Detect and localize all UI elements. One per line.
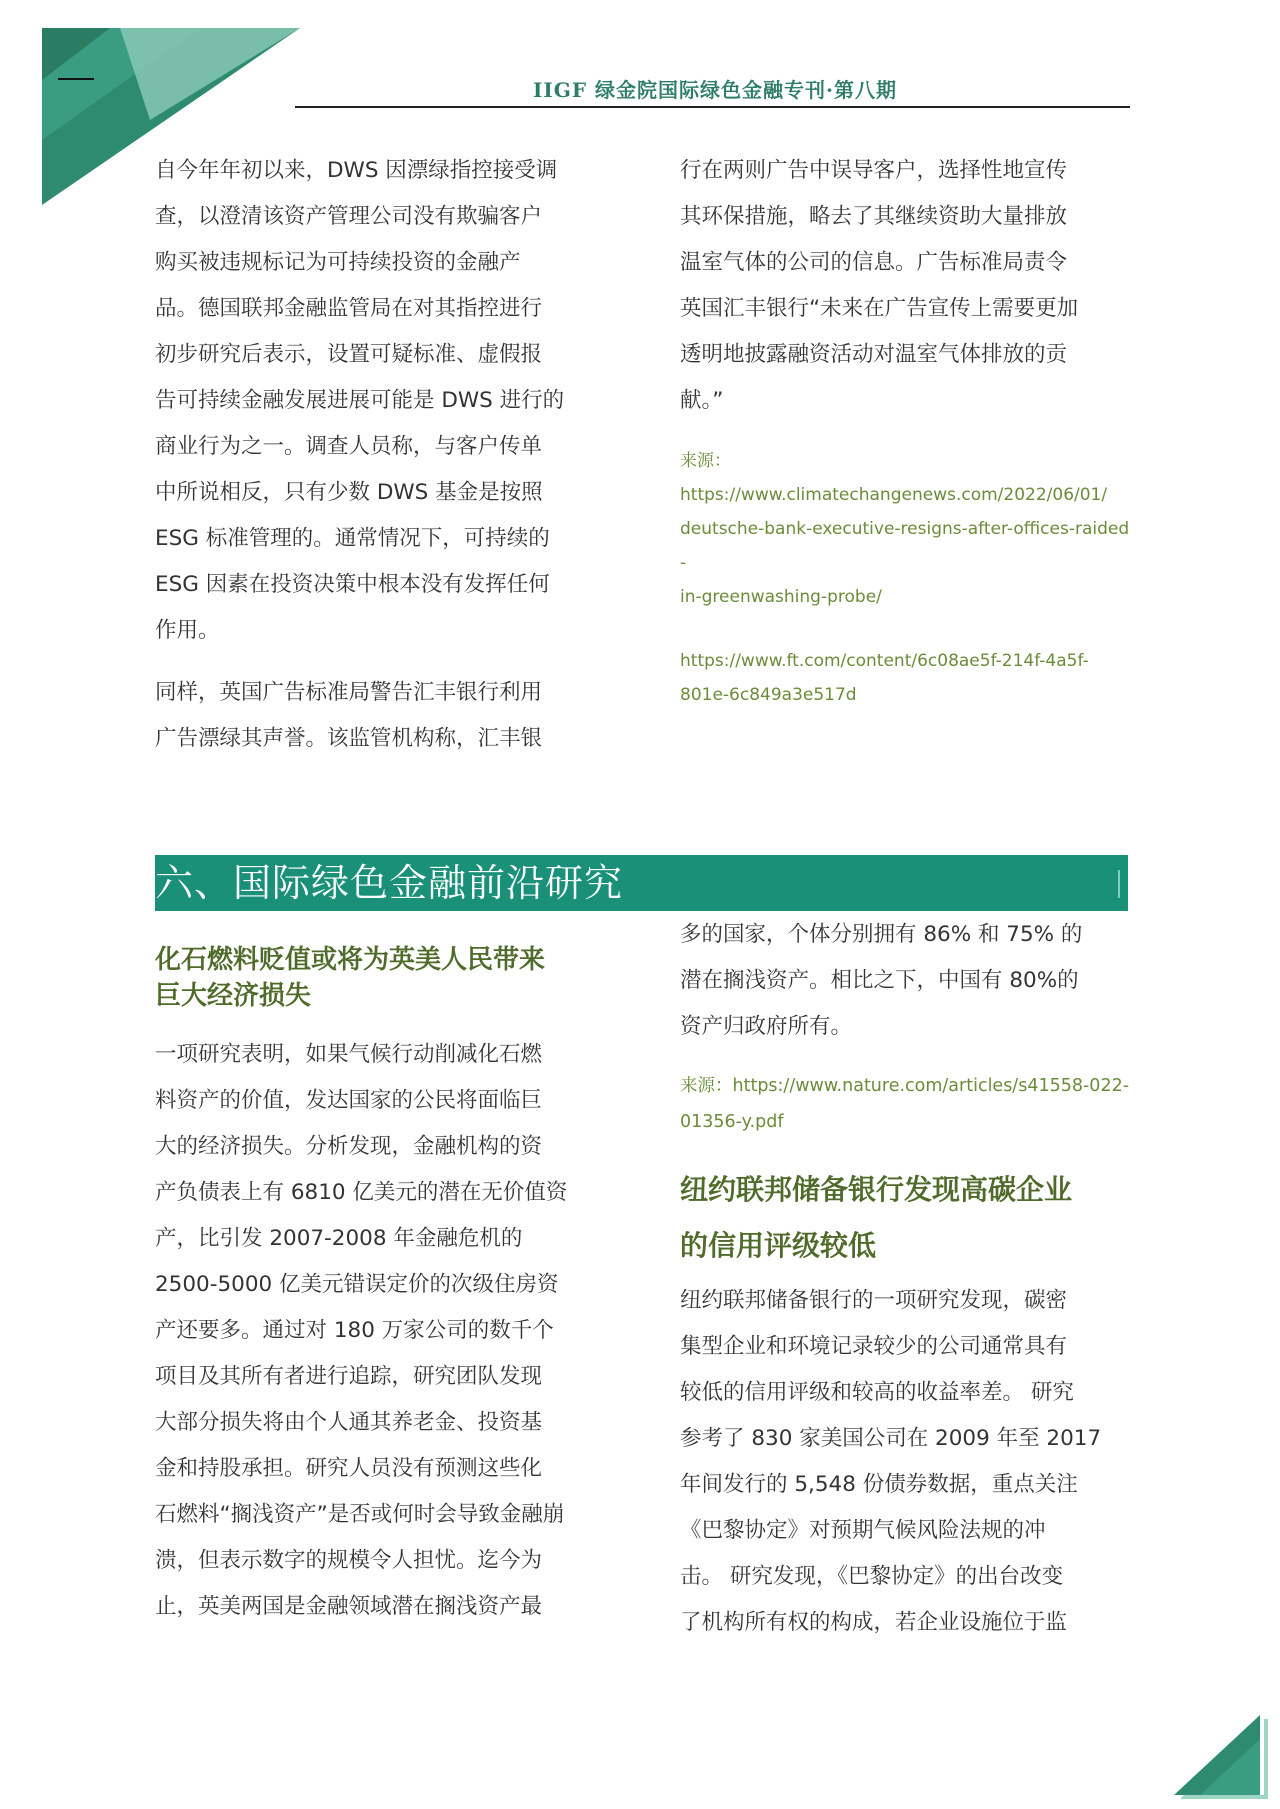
text-line: 广告漂绿其声誉。该监管机构称，汇丰银 — [155, 726, 543, 751]
text-line: 纽约联邦储备银行的一项研究发现，碳密 — [680, 1288, 1068, 1313]
text-line: ESG 标准管理的。通常情况下，可持续的 — [155, 526, 550, 551]
link-line[interactable]: 01356-y.pdf — [680, 1112, 784, 1132]
text-line: 查，以澄清该资产管理公司没有欺骗客户 — [155, 204, 543, 229]
text-line: 温室气体的公司的信息。广告标准局责令 — [680, 250, 1068, 275]
left-column-top — [155, 148, 605, 762]
text-line: 作用。 — [155, 618, 220, 643]
article1-body-cont — [680, 912, 1135, 1050]
text-line: 资产归政府所有。 — [680, 1014, 853, 1039]
text-line: 《巴黎协定》对预期气候风险法规的冲 — [680, 1518, 1046, 1543]
article2-title — [680, 1162, 1135, 1274]
text-line: 告可持续金融发展进展可能是 DWS 进行的 — [155, 388, 565, 413]
title-line: 的信用评级较低 — [680, 1229, 877, 1262]
header-title: IIGF 绿金院国际绿色金融专刊·第八期 — [533, 78, 897, 102]
text-line: 产，比引发 2007-2008 年金融危机的 — [155, 1226, 523, 1251]
text-line: 行在两则广告中误导客户，选择性地宣传 — [680, 158, 1068, 183]
link-line[interactable]: 来源：https://www.nature.com/articles/s41558-022- — [680, 1076, 1130, 1096]
source-label: 来源： — [680, 451, 731, 471]
text-line: 金和持股承担。研究人员没有预测这些化 — [155, 1456, 543, 1481]
text-line: 集型企业和环境记录较少的公司通常具有 — [680, 1334, 1068, 1359]
text-line: 多的国家，个体分别拥有 86% 和 75% 的 — [680, 922, 1083, 947]
text-line: 潜在搁浅资产。相比之下，中国有 80%的 — [680, 968, 1079, 993]
text-line: 商业行为之一。调查人员称，与客户传单 — [155, 434, 543, 459]
right-column-top — [680, 148, 1130, 712]
title-line: 化石燃料贬值或将为英美人民带来 — [155, 945, 546, 975]
header-dash — [58, 78, 94, 80]
text-line: 同样，英国广告标准局警告汇丰银行利用 — [155, 680, 543, 705]
paragraph-hsbc — [155, 670, 605, 762]
header-rule — [295, 106, 1130, 108]
article1-left — [155, 942, 605, 1630]
corner-decoration-bottom-right — [1160, 1689, 1280, 1809]
text-line: 石燃料“搁浅资产”是否或何时会导致金融崩 — [155, 1502, 565, 1527]
text-line: 品。德国联邦金融监管局在对其指控进行 — [155, 296, 543, 321]
text-line: 大的经济损失。分析发现，金融机构的资 — [155, 1134, 543, 1159]
text-line: 2500-5000 亿美元错误定价的次级住房资 — [155, 1272, 559, 1297]
text-line: 参考了 830 家美国公司在 2009 年至 2017 — [680, 1426, 1102, 1451]
title-line: 巨大经济损失 — [155, 981, 312, 1011]
text-line: 溃，但表示数字的规模令人担忧。迄今为 — [155, 1548, 543, 1573]
section-bar-tick — [1118, 870, 1120, 898]
right-column-bottom — [680, 912, 1135, 1646]
section-title: 六、国际绿色金融前沿研究 — [155, 861, 624, 905]
link-line[interactable]: 801e-6c849a3e517d — [680, 685, 857, 705]
text-line: ESG 因素在投资决策中根本没有发挥任何 — [155, 572, 550, 597]
text-line: 了机构所有权的构成，若企业设施位于监 — [680, 1610, 1068, 1635]
source-link-climatechangenews[interactable] — [680, 478, 1130, 614]
link-line[interactable]: https://www.ft.com/content/6c08ae5f-214f-4a5f- — [680, 651, 1089, 671]
link-line[interactable]: https://www.climatechangenews.com/2022/06/01/ — [680, 485, 1108, 505]
text-line: 击。 研究发现，《巴黎协定》的出台改变 — [680, 1564, 1064, 1589]
text-line: 初步研究后表示，设置可疑标准、虚假报 — [155, 342, 543, 367]
text-line: 较低的信用评级和较高的收益率差。 研究 — [680, 1380, 1074, 1405]
text-line: 一项研究表明，如果气候行动削减化石燃 — [155, 1042, 543, 1067]
text-line: 年间发行的 5,548 份债券数据，重点关注 — [680, 1472, 1078, 1497]
title-line: 纽约联邦储备银行发现高碳企业 — [680, 1173, 1073, 1206]
text-line: 止，英美两国是金融领域潜在搁浅资产最 — [155, 1594, 543, 1619]
text-line: 购买被违规标记为可持续投资的金融产 — [155, 250, 521, 275]
source-link-ft[interactable] — [680, 644, 1130, 712]
paragraph-dws — [155, 148, 605, 654]
article2-body — [680, 1278, 1135, 1646]
text-line: 透明地披露融资活动对温室气体排放的贡 — [680, 342, 1068, 367]
text-line: 料资产的价值，发达国家的公民将面临巨 — [155, 1088, 543, 1113]
article1-source[interactable] — [680, 1068, 1135, 1140]
link-line[interactable]: deutsche-bank-executive-resigns-after-offices-raided- — [680, 519, 1130, 573]
link-line[interactable]: in-greenwashing-probe/ — [680, 587, 882, 607]
text-line: 英国汇丰银行“未来在广告宣传上需要更加 — [680, 296, 1079, 321]
text-line: 产负债表上有 6810 亿美元的潜在无价值资 — [155, 1180, 568, 1205]
text-line: 项目及其所有者进行追踪，研究团队发现 — [155, 1364, 543, 1389]
article1-title — [155, 942, 605, 1014]
text-line: 大部分损失将由个人通其养老金、投资基 — [155, 1410, 543, 1435]
article1-body — [155, 1032, 605, 1630]
text-line: 中所说相反，只有少数 DWS 基金是按照 — [155, 480, 543, 505]
text-line: 自今年年初以来，DWS 因漂绿指控接受调 — [155, 158, 558, 183]
paragraph-hsbc-cont — [680, 148, 1130, 424]
text-line: 其环保措施，略去了其继续资助大量排放 — [680, 204, 1068, 229]
text-line: 产还要多。通过对 180 万家公司的数千个 — [155, 1318, 554, 1343]
text-line: 献。” — [680, 388, 724, 413]
